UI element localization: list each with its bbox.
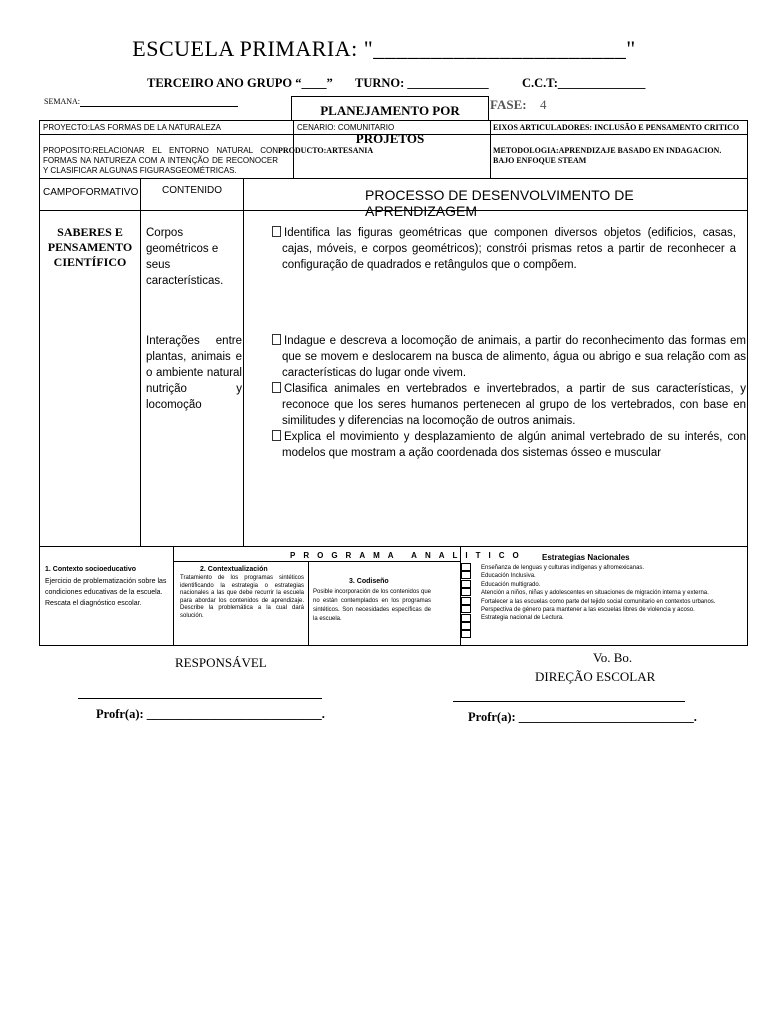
- strategies-title: Estrategias Nacionales: [542, 553, 630, 562]
- strategy-checkbox[interactable]: [461, 580, 471, 588]
- week-line: [80, 106, 238, 107]
- strategy-checkbox[interactable]: [461, 614, 471, 622]
- codesign-title: 3. Codiseño: [349, 578, 389, 585]
- teacher-name-left: Profr(a): ____________________________.: [96, 707, 325, 721]
- strategy-item: Perspectiva de género para mantener a las escuelas libres de violencia y acoso.: [481, 607, 695, 614]
- col-contenido-header: CONTENIDO: [162, 185, 222, 196]
- strategy-checkbox[interactable]: [461, 622, 471, 630]
- axes-cell: EIXOS ARTICULADORES: INCLUSÃO E PENSAMENTO CRITICO: [493, 123, 740, 132]
- shift-label: TURNO: _____________: [355, 76, 489, 90]
- plan-title: PLANEJAMENTO POR PROJETOS: [291, 96, 489, 121]
- strategy-checkbox[interactable]: [461, 588, 471, 596]
- strategy-item: Enseñanza de lenguas y culturas indígenas y afromexicanas.: [481, 565, 645, 571]
- strategies-list: [481, 564, 715, 623]
- context-title: 1. Contexto socioeducativo: [45, 566, 137, 573]
- program-title: PROGRAMA ANALITICO: [290, 551, 527, 560]
- content-geometric-bodies: Corpos geométricos e seus características.: [146, 227, 224, 287]
- responsible-signature-line: [78, 698, 322, 699]
- strategy-checkbox[interactable]: [461, 563, 471, 571]
- process-list: Indague e descreva a locomoção de animais, a partir do reconhecimento das formas em que se movem e deslocarem na busca de alimento, água ou abrigo e sua relação com as características do lugar onde vivem. Clasifica animales en vertebrados e invertebrados, a partir de sus características, y reconoce que los seres humanos pertenecen al grupo de los vertebrados, con base en similitudes y diferencias na locomoção de outros animais. Explica el movimiento y desplazamiento de algún animal vertebrado de su interés, con modelos que mostram a ação coordenada dos sistemas ósseo e muscular: [266, 333, 746, 461]
- strategy-checkbox[interactable]: [461, 605, 471, 613]
- contextualization-title: 2. Contextualización: [200, 566, 268, 573]
- group-label: GRUPO “____”: [247, 76, 333, 90]
- process-item: Identifica las figuras geométricas que componen diversos objetos (edificios, casas, cajas, móveis, e corpos geométricos); constrói prismas retos a partir de reconhecer a configuração de quadrados e retângulos que o compõem.: [266, 225, 736, 273]
- strategy-checkbox[interactable]: [461, 571, 471, 579]
- project-cell: PROYECTO:LAS FORMAS DE LA NATURALEZA: [43, 123, 221, 132]
- strategy-item: Fortalecer a las escuelas como parte del tejido social comunitario en contextos urbanos.: [481, 598, 716, 605]
- checkbox-icon: [272, 226, 281, 237]
- direction-signature-line: [453, 701, 685, 702]
- analytic-program: [39, 546, 748, 646]
- teacher-name-right: Profr(a): ____________________________.: [468, 710, 697, 724]
- responsible-label: RESPONSÁVEL: [175, 655, 267, 670]
- methodology-cell: METODOLOGIA:APRENDIZAJE BASADO EN INDAGACION. BAJO ENFOQUE STEAM: [493, 146, 722, 165]
- col-proceso-header: PROCESSO DE DESENVOLVIMENTO DE APRENDIZAGEM: [365, 187, 634, 219]
- grade-label: TERCEIRO ANO: [147, 76, 244, 90]
- school-title: ESCUELA PRIMARIA: "______________________": [132, 36, 636, 61]
- codesign-text: Posible incorporación de los contenidos que no están contemplados en los programas sintéticos. Son necesidades específicas de la escuela.: [313, 589, 431, 622]
- week-label: SEMANA:: [44, 97, 81, 106]
- strategy-item: Educación Inclusiva.: [481, 573, 536, 580]
- strategy-checkbox[interactable]: [461, 630, 471, 638]
- strategy-item: Estrategia nacional de Lectura.: [481, 615, 564, 622]
- planning-table: [39, 120, 748, 547]
- checkbox-icon: [272, 334, 281, 345]
- formative-field: SABERES E PENSAMENTO CIENTÍFICO: [47, 225, 133, 269]
- scenario-cell: CENARIO: COMUNITARIO: [297, 123, 395, 132]
- phase-value: 4: [540, 97, 547, 112]
- context-text: Ejercicio de problematización sobre las condiciones educativas de la escuela. Rescata el diagnóstico escolar.: [45, 578, 167, 607]
- cct-label: C.C.T:______________: [522, 76, 646, 90]
- product-cell: PRODUCTO:ARTESANIA: [278, 146, 374, 155]
- checkbox-icon: [272, 382, 281, 393]
- phase-label: FASE:: [490, 97, 527, 112]
- content-interactions: Interações entre plantas, animais e o ambiente natural nutrição y locomoção: [146, 335, 242, 411]
- strategy-checkbox[interactable]: [461, 597, 471, 605]
- approval-label: Vo. Bo.: [593, 650, 633, 665]
- col-campo-header: CAMPOFORMATIVO: [43, 187, 139, 198]
- purpose-cell: PROPOSITO:RELACIONAR EL ENTORNO NATURAL CON FORMAS NA NATUREZA COM A INTENÇÃO DE RECONOCER Y CLASIFICAR ALGUNAS FIGURASGEOMÉTRICAS.: [43, 146, 278, 175]
- strategy-item: Atención a niños, niñas y adolescentes en situaciones de migración interna y externa.: [481, 590, 709, 597]
- strategy-item: Educación multigrado.: [481, 581, 541, 588]
- checkbox-icon: [272, 430, 281, 441]
- contextualization-text: Tratamiento de los programas sintéticos identificando la estrategia o estrategias nacionales a las que debe recurrir la escuela para abordar los contenidos de aprendizaje. Describe la problemática a la cual dará solución.: [180, 575, 304, 619]
- school-direction-label: DIREÇÃO ESCOLAR: [535, 669, 656, 684]
